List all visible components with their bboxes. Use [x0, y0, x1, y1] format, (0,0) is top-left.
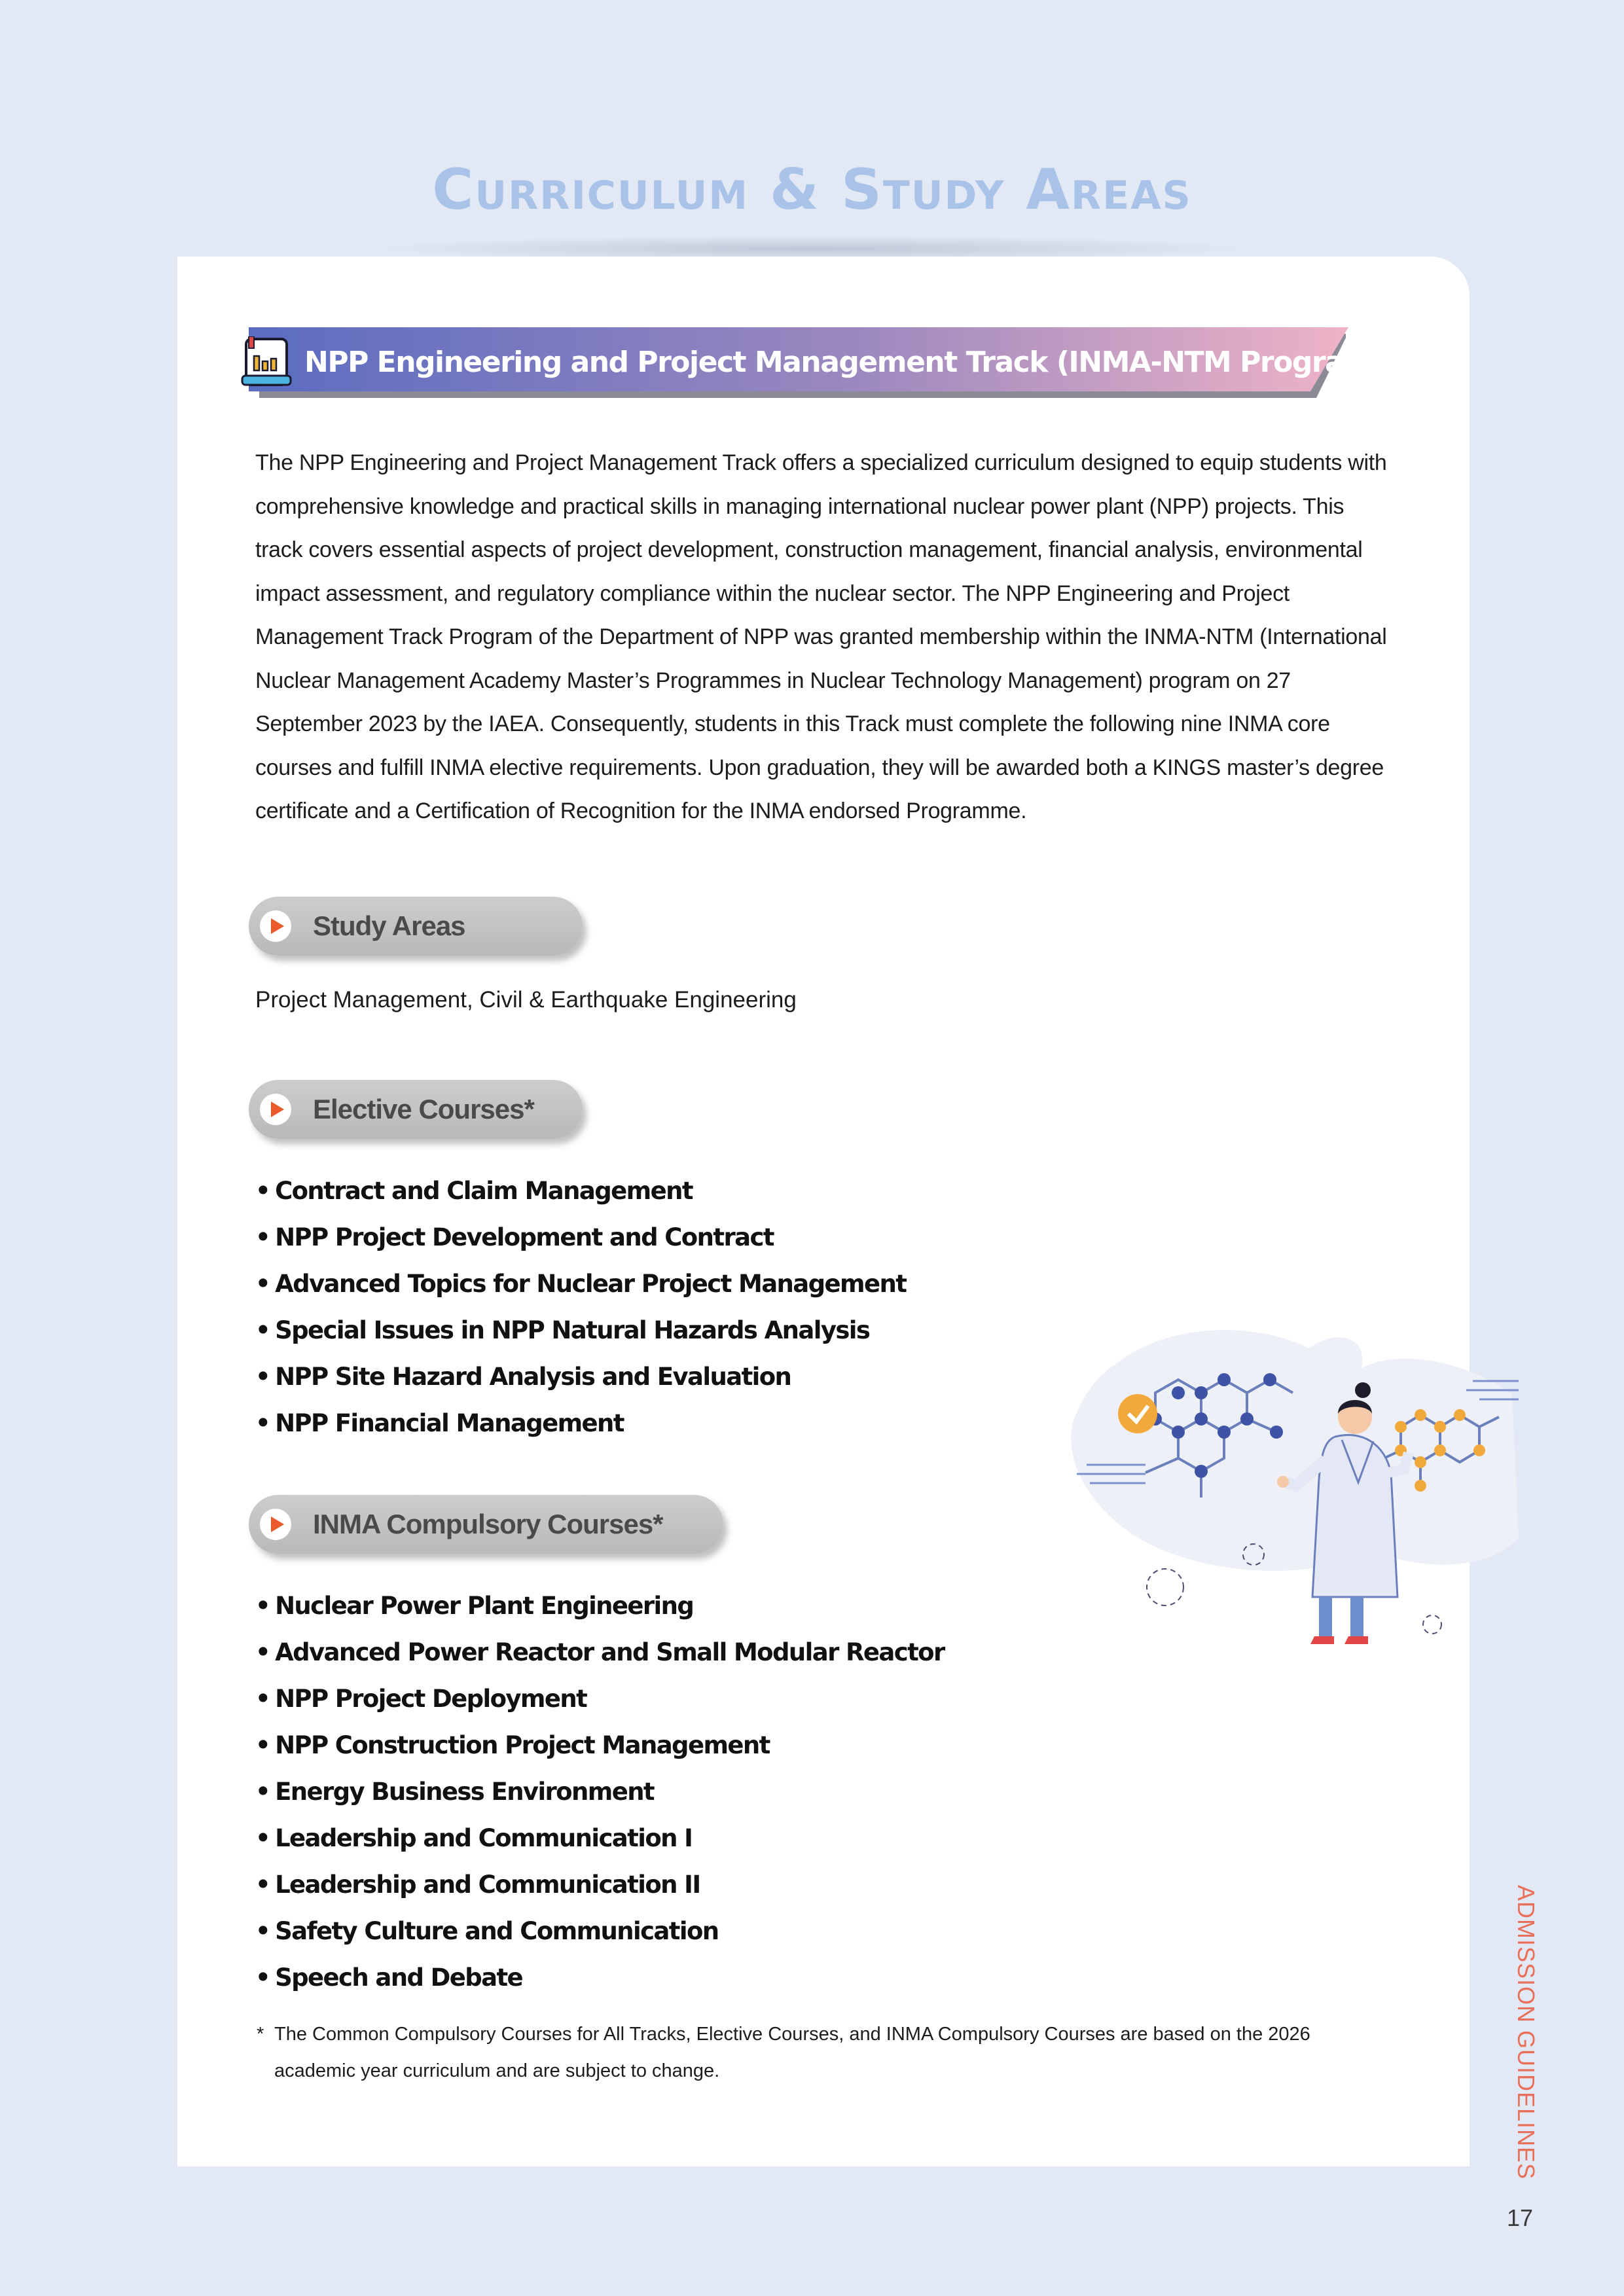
course-name: NPP Project Deployment [275, 1685, 587, 1713]
bullet: • [255, 1363, 270, 1391]
compulsory-courses-label: INMA Compulsory Courses* [313, 1509, 663, 1539]
bullet: • [255, 1778, 270, 1806]
page-title: Curriculum & Study Areas [432, 157, 1192, 223]
bullet: • [255, 1824, 270, 1852]
track-title: NPP Engineering and Project Management Track (INMA-NTM Program) [304, 346, 1385, 379]
list-item [255, 1583, 945, 1629]
elective-courses-label: Elective Courses* [313, 1094, 534, 1124]
bullet: • [255, 1964, 270, 1992]
list-item [255, 1629, 945, 1676]
list-item [255, 1168, 906, 1214]
list-item [255, 1400, 906, 1446]
bullet: • [255, 1685, 270, 1713]
course-name: NPP Project Development and Contract [275, 1223, 774, 1251]
track-banner [249, 327, 1385, 398]
bullet: • [255, 1917, 270, 1945]
course-name: Contract and Claim Management [275, 1177, 693, 1205]
chart-document-icon [241, 336, 293, 389]
list-item [255, 1307, 906, 1354]
elective-courses-heading [249, 1080, 583, 1139]
list-item [255, 1722, 945, 1768]
bullet: • [255, 1592, 270, 1620]
study-areas-label: Study Areas [313, 910, 465, 941]
study-areas-text: Project Management, Civil & Earthquake Engineering [255, 987, 797, 1013]
course-name: Nuclear Power Plant Engineering [275, 1592, 694, 1620]
list-item [255, 1815, 945, 1861]
track-intro: The NPP Engineering and Project Management Track offers a specialized curriculum designed to equip students with comprehensive knowledge and practical skills in managing international nuclear power plant (NPP) projects. This track covers essential aspects of project development, construction management, financial analysis, environmental impact assessment, and regulatory compliance within the nuclear sector. The NPP Engineering and Project Management Track Program of the Department of NPP was granted membership within the INMA-NTM (International Nuclear Management Academy Master’s Programmes in Nuclear Technology Management) program on 27 September 2023 by the IAEA. Consequently, students in this Track must complete the following nine INMA core courses and fulfill INMA elective requirements. Upon graduation, they will be awarded both a KINGS master’s degree certificate and a Certification of Recognition for the INMA endorsed Programme. [255, 450, 1387, 823]
scientist-with-molecules-illustration [1060, 1322, 1532, 1715]
list-item [255, 1676, 945, 1722]
bullet: • [255, 1871, 270, 1899]
bullet: • [255, 1316, 270, 1344]
footnote-text: The Common Compulsory Courses for All Tracks, Elective Courses, and INMA Compulsory Courses are based on the 2026 academic year curriculum and are subject to change. [274, 2024, 1310, 2081]
bullet: • [255, 1409, 270, 1437]
compulsory-courses-heading [249, 1495, 723, 1554]
compulsory-course-list [255, 1583, 945, 2001]
bullet: • [255, 1731, 270, 1759]
bullet: • [255, 1270, 270, 1298]
list-item [255, 1214, 906, 1261]
check-badge-icon [1118, 1394, 1157, 1433]
course-name: Energy Business Environment [275, 1778, 655, 1806]
course-name: NPP Construction Project Management [275, 1731, 770, 1759]
elective-course-list [255, 1168, 906, 1446]
footnote-star: * [257, 2024, 264, 2045]
course-name: NPP Financial Management [275, 1409, 624, 1437]
list-item [255, 1908, 945, 1954]
illustration-background [1071, 1330, 1519, 1571]
bullet: • [255, 1638, 270, 1666]
course-name: Special Issues in NPP Natural Hazards Analysis [275, 1316, 870, 1344]
list-item [255, 1768, 945, 1815]
course-name: Advanced Power Reactor and Small Modular Reactor [275, 1638, 945, 1666]
bullet: • [255, 1223, 270, 1251]
page-number: 17 [1507, 2204, 1534, 2231]
study-areas-heading [249, 897, 583, 956]
course-name: Advanced Topics for Nuclear Project Management [275, 1270, 907, 1298]
side-section-label: ADMISSION GUIDELINES [1513, 1885, 1540, 2180]
course-name: Safety Culture and Communication [275, 1917, 719, 1945]
list-item [255, 1261, 906, 1307]
list-item [255, 1861, 945, 1908]
play-icon [259, 910, 292, 942]
course-name: NPP Site Hazard Analysis and Evaluation [275, 1363, 791, 1391]
footnote [257, 2016, 1330, 2089]
bullet: • [255, 1177, 270, 1205]
list-item [255, 1354, 906, 1400]
list-item [255, 1954, 945, 2001]
course-name: Speech and Debate [275, 1964, 523, 1992]
play-icon [259, 1508, 292, 1541]
course-name: Leadership and Communication I [275, 1824, 693, 1852]
play-icon [259, 1093, 292, 1126]
course-name: Leadership and Communication II [275, 1871, 700, 1899]
